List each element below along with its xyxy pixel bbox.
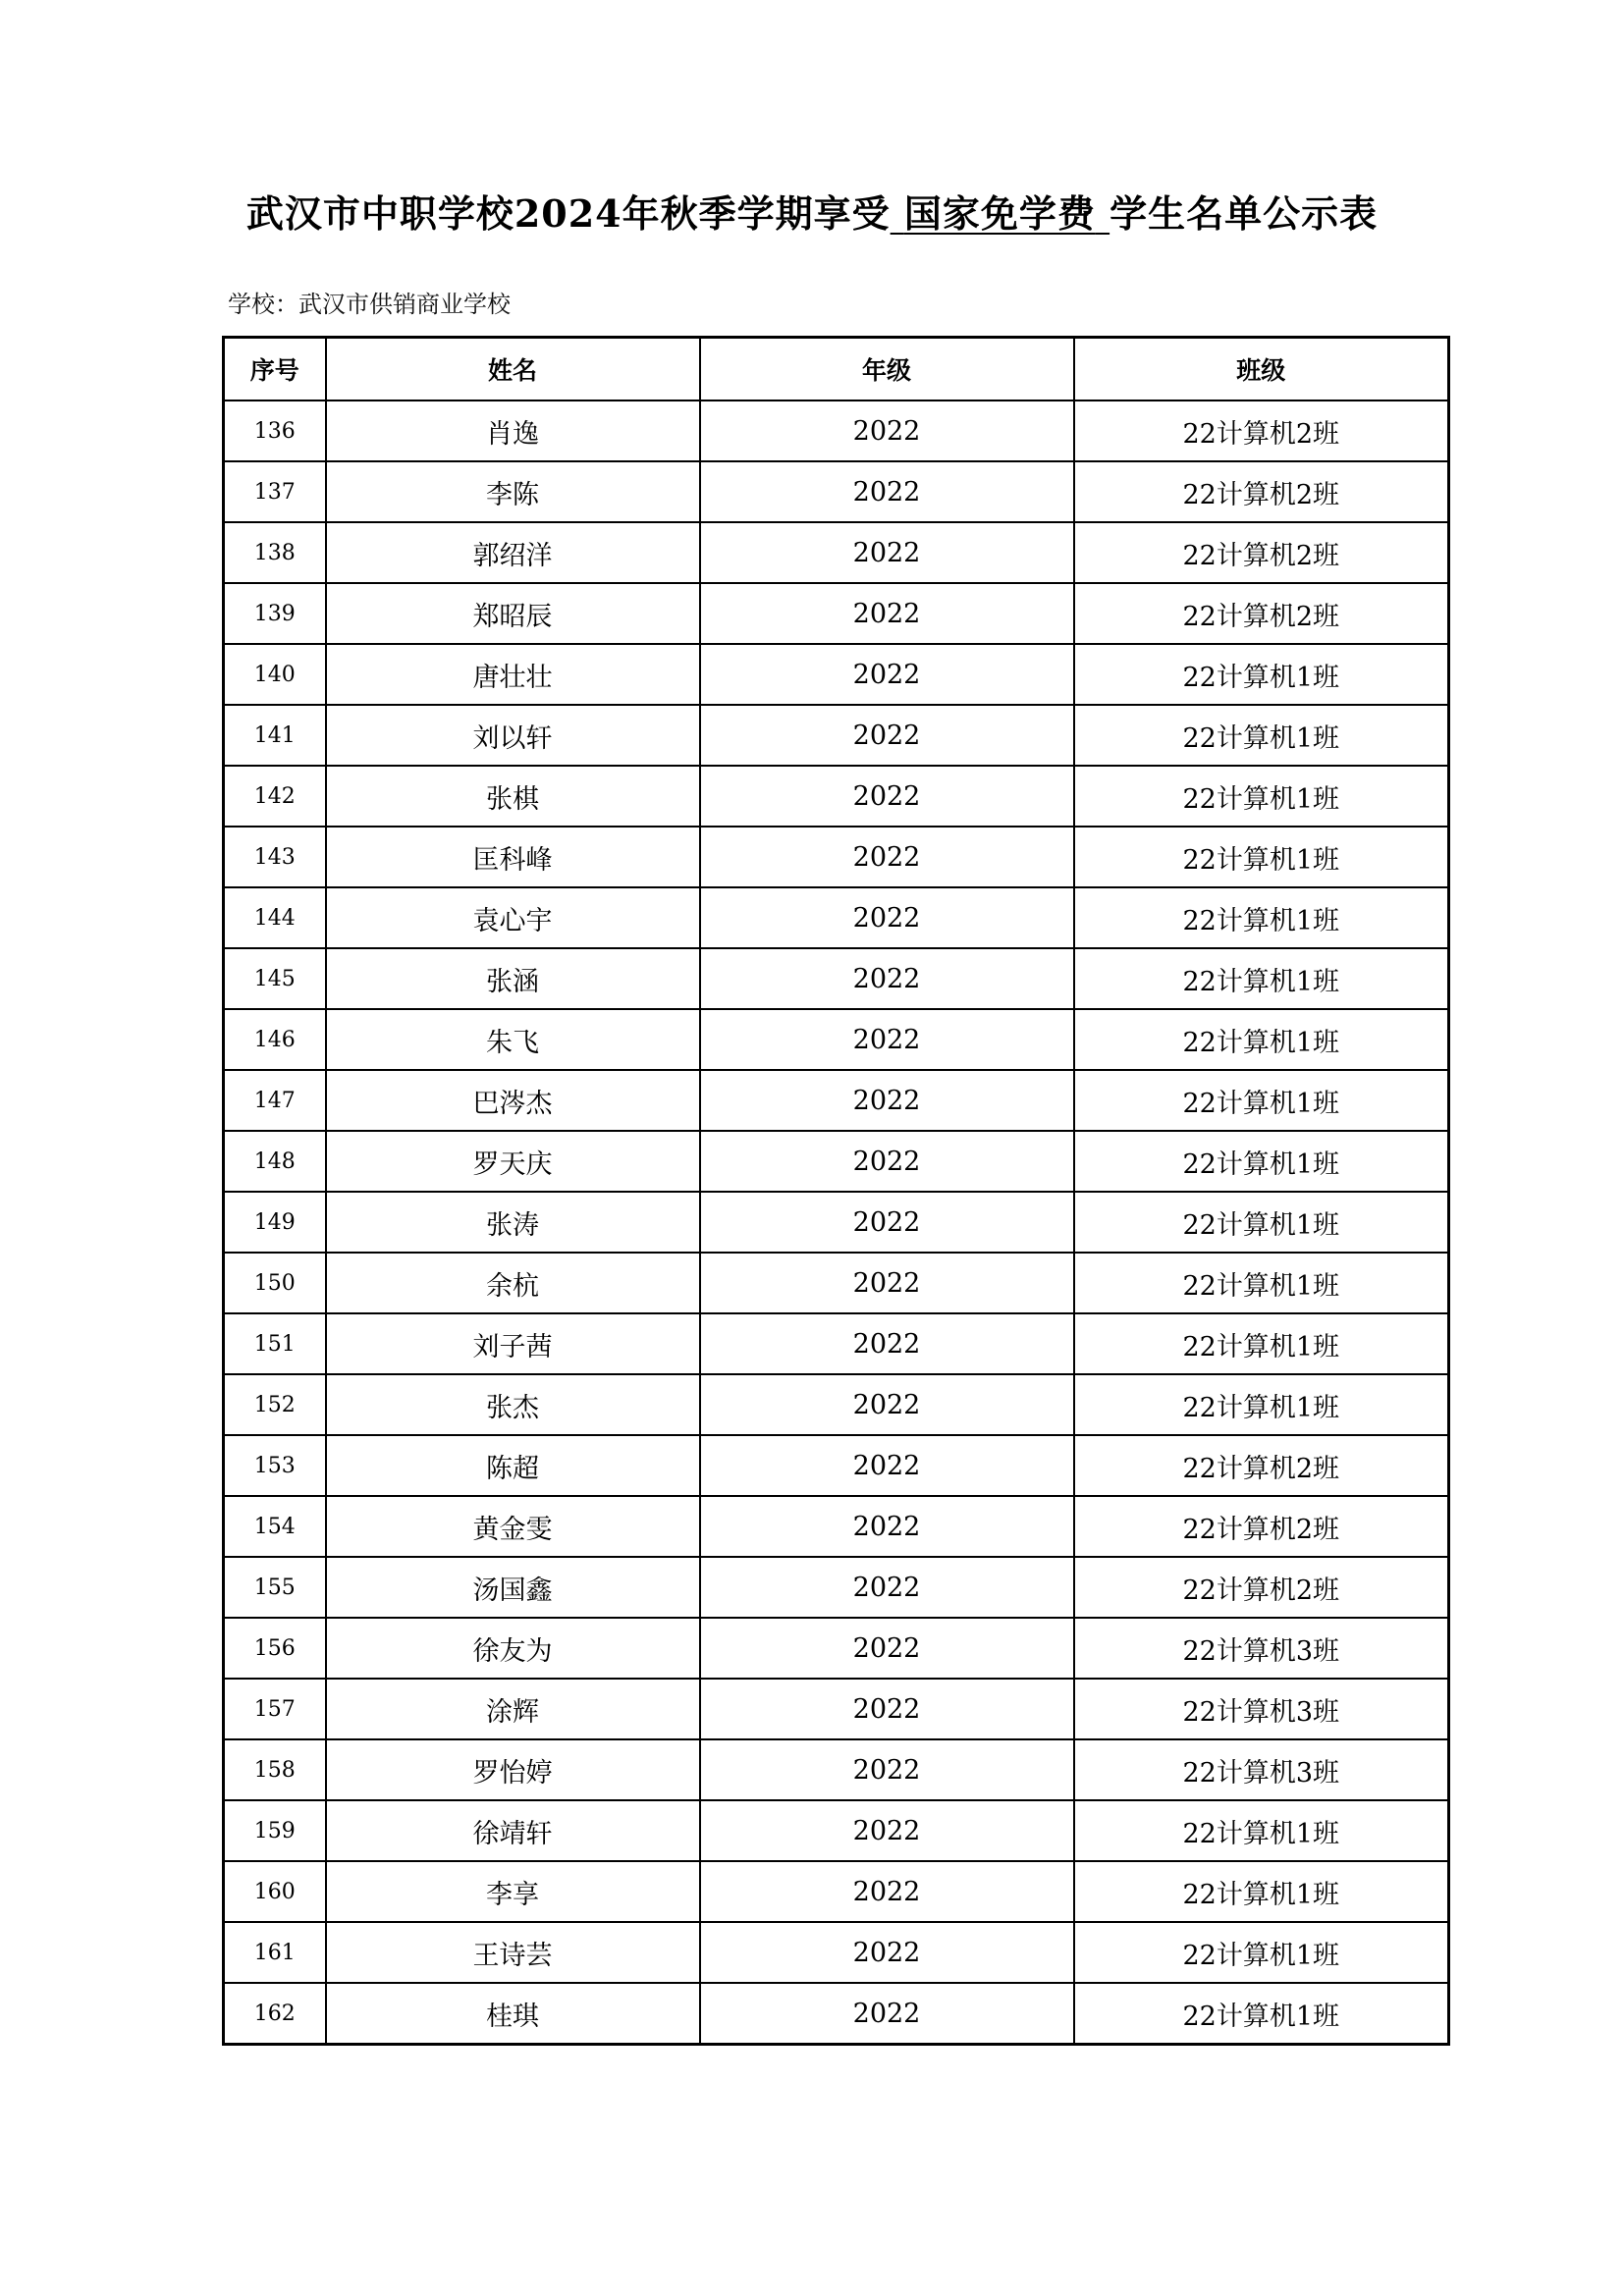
table-row [224,1679,1449,1739]
cell-class: 22计算机2班 [1074,583,1449,644]
cell-grade: 2022 [700,400,1074,461]
cell-serial-number: 155 [224,1557,326,1618]
cell-serial-number: 142 [224,766,326,827]
cell-name: 唐壮壮 [326,644,700,705]
cell-class: 22计算机2班 [1074,400,1449,461]
cell-serial-number: 141 [224,705,326,766]
cell-grade: 2022 [700,1557,1074,1618]
cell-class: 22计算机2班 [1074,461,1449,522]
cell-serial-number: 144 [224,887,326,948]
cell-serial-number: 137 [224,461,326,522]
table-row [224,948,1449,1009]
table-header-row [224,338,1449,401]
cell-name: 罗天庆 [326,1131,700,1192]
school-label: 学校：武汉市供销商业学校 [228,291,511,318]
cell-name: 郭绍洋 [326,522,700,583]
cell-grade: 2022 [700,1618,1074,1679]
cell-serial-number: 149 [224,1192,326,1253]
cell-class: 22计算机2班 [1074,1496,1449,1557]
cell-grade: 2022 [700,1983,1074,2045]
cell-class: 22计算机3班 [1074,1618,1449,1679]
cell-name: 徐靖轩 [326,1800,700,1861]
cell-grade: 2022 [700,1131,1074,1192]
cell-grade: 2022 [700,1861,1074,1922]
cell-name: 王诗芸 [326,1922,700,1983]
cell-grade: 2022 [700,1922,1074,1983]
page-title [0,187,1624,241]
cell-name: 肖逸 [326,400,700,461]
title-highlight-text: 国家免学费 [903,191,1096,236]
table-row [224,887,1449,948]
cell-class: 22计算机3班 [1074,1739,1449,1800]
cell-serial-number: 162 [224,1983,326,2045]
cell-serial-number: 147 [224,1070,326,1131]
cell-serial-number: 160 [224,1861,326,1922]
cell-name: 张涛 [326,1192,700,1253]
cell-class: 22计算机1班 [1074,1070,1449,1131]
table-row [224,522,1449,583]
cell-class: 22计算机1班 [1074,1009,1449,1070]
cell-class: 22计算机1班 [1074,766,1449,827]
cell-grade: 2022 [700,887,1074,948]
cell-serial-number: 158 [224,1739,326,1800]
cell-serial-number: 152 [224,1374,326,1435]
cell-name: 袁心宇 [326,887,700,948]
header-name: 姓名 [326,338,700,401]
cell-serial-number: 146 [224,1009,326,1070]
cell-class: 22计算机3班 [1074,1679,1449,1739]
cell-name: 黄金雯 [326,1496,700,1557]
cell-grade: 2022 [700,1253,1074,1313]
cell-class: 22计算机1班 [1074,644,1449,705]
header-serial-number: 序号 [224,338,326,401]
table-row [224,644,1449,705]
cell-class: 22计算机1班 [1074,948,1449,1009]
cell-grade: 2022 [700,461,1074,522]
table-row [224,1374,1449,1435]
cell-grade: 2022 [700,766,1074,827]
cell-grade: 2022 [700,1313,1074,1374]
cell-name: 李陈 [326,461,700,522]
cell-grade: 2022 [700,522,1074,583]
header-class: 班级 [1074,338,1449,401]
cell-class: 22计算机1班 [1074,1253,1449,1313]
cell-grade: 2022 [700,827,1074,887]
table-row [224,1192,1449,1253]
cell-name: 张棋 [326,766,700,827]
table-row [224,766,1449,827]
cell-serial-number: 136 [224,400,326,461]
cell-name: 郑昭辰 [326,583,700,644]
table-row [224,1009,1449,1070]
table-row [224,1557,1449,1618]
table-row [224,1496,1449,1557]
cell-class: 22计算机1班 [1074,1861,1449,1922]
cell-class: 22计算机1班 [1074,1192,1449,1253]
cell-grade: 2022 [700,705,1074,766]
cell-name: 涂辉 [326,1679,700,1739]
table-row [224,1131,1449,1192]
cell-name: 张涵 [326,948,700,1009]
cell-class: 22计算机1班 [1074,887,1449,948]
cell-class: 22计算机1班 [1074,1983,1449,2045]
cell-grade: 2022 [700,644,1074,705]
table-row [224,400,1449,461]
title-prefix: 武汉市中职学校2024年秋季学期享受 [245,191,891,236]
cell-class: 22计算机2班 [1074,522,1449,583]
table-row [224,1861,1449,1922]
cell-class: 22计算机1班 [1074,1922,1449,1983]
cell-class: 22计算机1班 [1074,827,1449,887]
cell-grade: 2022 [700,1800,1074,1861]
cell-serial-number: 150 [224,1253,326,1313]
cell-name: 桂琪 [326,1983,700,2045]
cell-serial-number: 154 [224,1496,326,1557]
cell-grade: 2022 [700,1435,1074,1496]
cell-serial-number: 156 [224,1618,326,1679]
header-grade: 年级 [700,338,1074,401]
cell-name: 张杰 [326,1374,700,1435]
cell-serial-number: 157 [224,1679,326,1739]
student-roster-table [222,336,1450,2046]
title-suffix: 学生名单公示表 [1110,191,1379,236]
cell-name: 李享 [326,1861,700,1922]
cell-name: 徐友为 [326,1618,700,1679]
cell-name: 汤国鑫 [326,1557,700,1618]
cell-class: 22计算机1班 [1074,1374,1449,1435]
cell-name: 刘子茜 [326,1313,700,1374]
cell-name: 巴涔杰 [326,1070,700,1131]
cell-grade: 2022 [700,1009,1074,1070]
table-row [224,583,1449,644]
cell-grade: 2022 [700,583,1074,644]
cell-class: 22计算机1班 [1074,1800,1449,1861]
cell-grade: 2022 [700,1374,1074,1435]
cell-class: 22计算机1班 [1074,1131,1449,1192]
cell-name: 朱飞 [326,1009,700,1070]
table-row [224,1739,1449,1800]
table-row [224,1313,1449,1374]
table-row [224,1435,1449,1496]
cell-serial-number: 151 [224,1313,326,1374]
cell-name: 余杭 [326,1253,700,1313]
cell-serial-number: 161 [224,1922,326,1983]
table-row [224,1070,1449,1131]
cell-name: 刘以轩 [326,705,700,766]
cell-serial-number: 159 [224,1800,326,1861]
cell-serial-number: 148 [224,1131,326,1192]
table-row [224,1253,1449,1313]
cell-grade: 2022 [700,948,1074,1009]
cell-serial-number: 145 [224,948,326,1009]
cell-name: 罗怡婷 [326,1739,700,1800]
cell-serial-number: 153 [224,1435,326,1496]
cell-class: 22计算机1班 [1074,705,1449,766]
cell-grade: 2022 [700,1070,1074,1131]
table-row [224,461,1449,522]
cell-grade: 2022 [700,1496,1074,1557]
table-row [224,1618,1449,1679]
cell-class: 22计算机2班 [1074,1435,1449,1496]
cell-name: 陈超 [326,1435,700,1496]
table-row [224,1922,1449,1983]
cell-serial-number: 139 [224,583,326,644]
title-highlight [891,191,1110,236]
cell-name: 匡科峰 [326,827,700,887]
table-row [224,1983,1449,2045]
cell-serial-number: 143 [224,827,326,887]
cell-serial-number: 140 [224,644,326,705]
cell-grade: 2022 [700,1192,1074,1253]
table-body [224,400,1449,2045]
cell-class: 22计算机1班 [1074,1313,1449,1374]
cell-serial-number: 138 [224,522,326,583]
cell-class: 22计算机2班 [1074,1557,1449,1618]
table-row [224,705,1449,766]
table-row [224,1800,1449,1861]
table-row [224,827,1449,887]
cell-grade: 2022 [700,1739,1074,1800]
cell-grade: 2022 [700,1679,1074,1739]
